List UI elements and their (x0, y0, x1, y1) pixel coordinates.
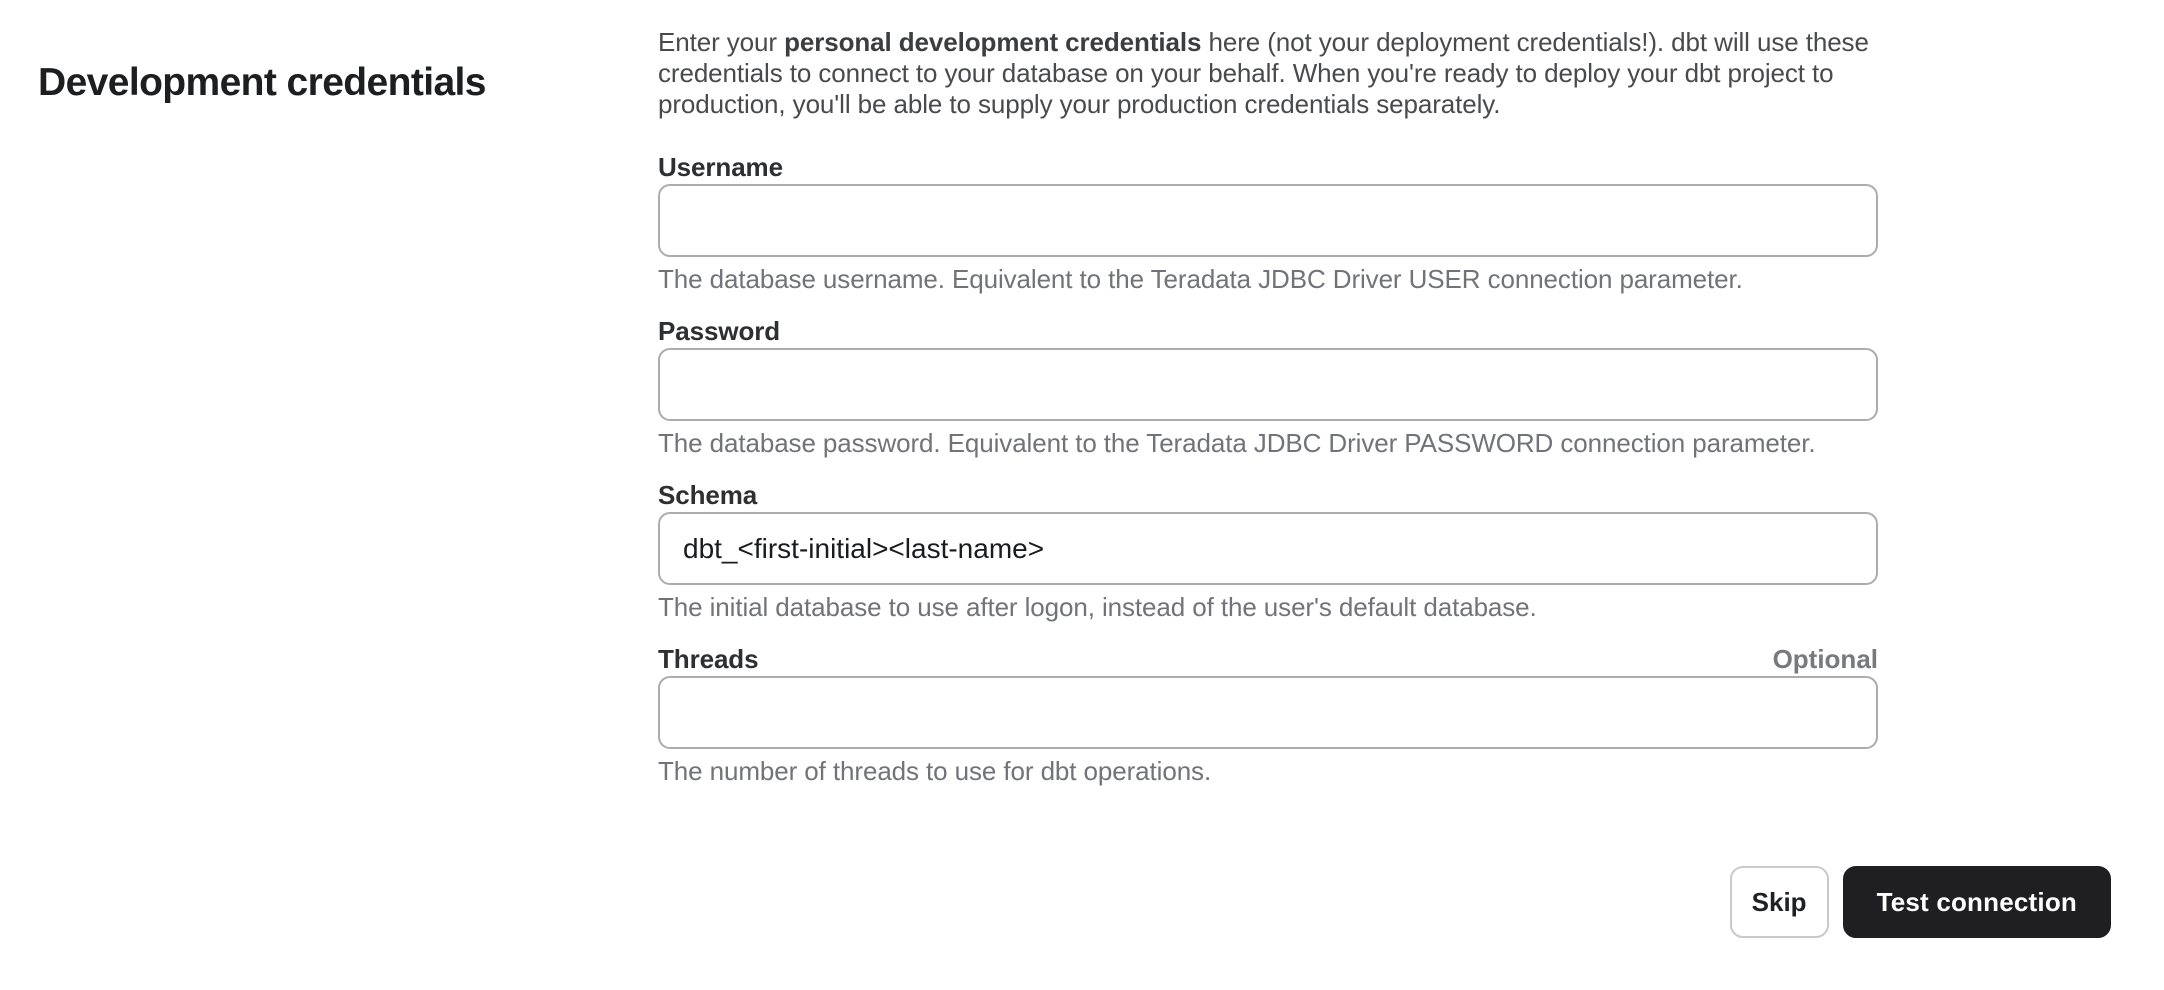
intro-line-1-pre: Enter your (658, 27, 785, 57)
threads-optional-tag: Optional (1772, 644, 1878, 674)
threads-input[interactable] (658, 676, 1878, 749)
password-label: Password (658, 316, 781, 346)
password-helper: The database password. Equivalent to the Teradata JDBC Driver PASSWORD connection parameter. (658, 428, 1816, 458)
form-actions (1730, 866, 2111, 938)
password-label-row (658, 315, 1878, 348)
threads-field-group (658, 643, 1878, 785)
page-title: Development credentials (38, 61, 486, 105)
intro-line-1-post: here (not your deployment credentials!). dbt will use these (1201, 27, 1869, 57)
threads-label: Threads (658, 644, 759, 674)
schema-label: Schema (658, 480, 758, 510)
schema-helper: The initial database to use after logon, instead of the user's default database. (658, 592, 1537, 622)
credentials-form (658, 27, 1878, 785)
schema-label-row (658, 479, 1878, 512)
username-field-group (658, 151, 1878, 293)
username-label-row (658, 151, 1878, 184)
schema-input[interactable] (658, 512, 1878, 585)
test-connection-button[interactable]: Test connection (1843, 866, 2111, 938)
intro-line-2: credentials to connect to your database on your behalf. When you're ready to deploy your dbt project to (658, 58, 1834, 88)
intro-line-1 (658, 27, 1878, 58)
username-label: Username (658, 152, 783, 182)
intro-line-3: production, you'll be able to supply your production credentials separately. (658, 89, 1501, 119)
username-helper: The database username. Equivalent to the Teradata JDBC Driver USER connection parameter. (658, 264, 1743, 294)
username-input[interactable] (658, 184, 1878, 257)
threads-label-row (658, 643, 1878, 676)
password-field-group (658, 315, 1878, 457)
intro-text (658, 27, 1878, 120)
threads-helper: The number of threads to use for dbt operations. (658, 756, 1212, 786)
skip-button[interactable]: Skip (1730, 866, 1829, 938)
schema-field-group (658, 479, 1878, 621)
intro-line-1-bold: personal development credentials (784, 27, 1202, 57)
password-input[interactable] (658, 348, 1878, 421)
